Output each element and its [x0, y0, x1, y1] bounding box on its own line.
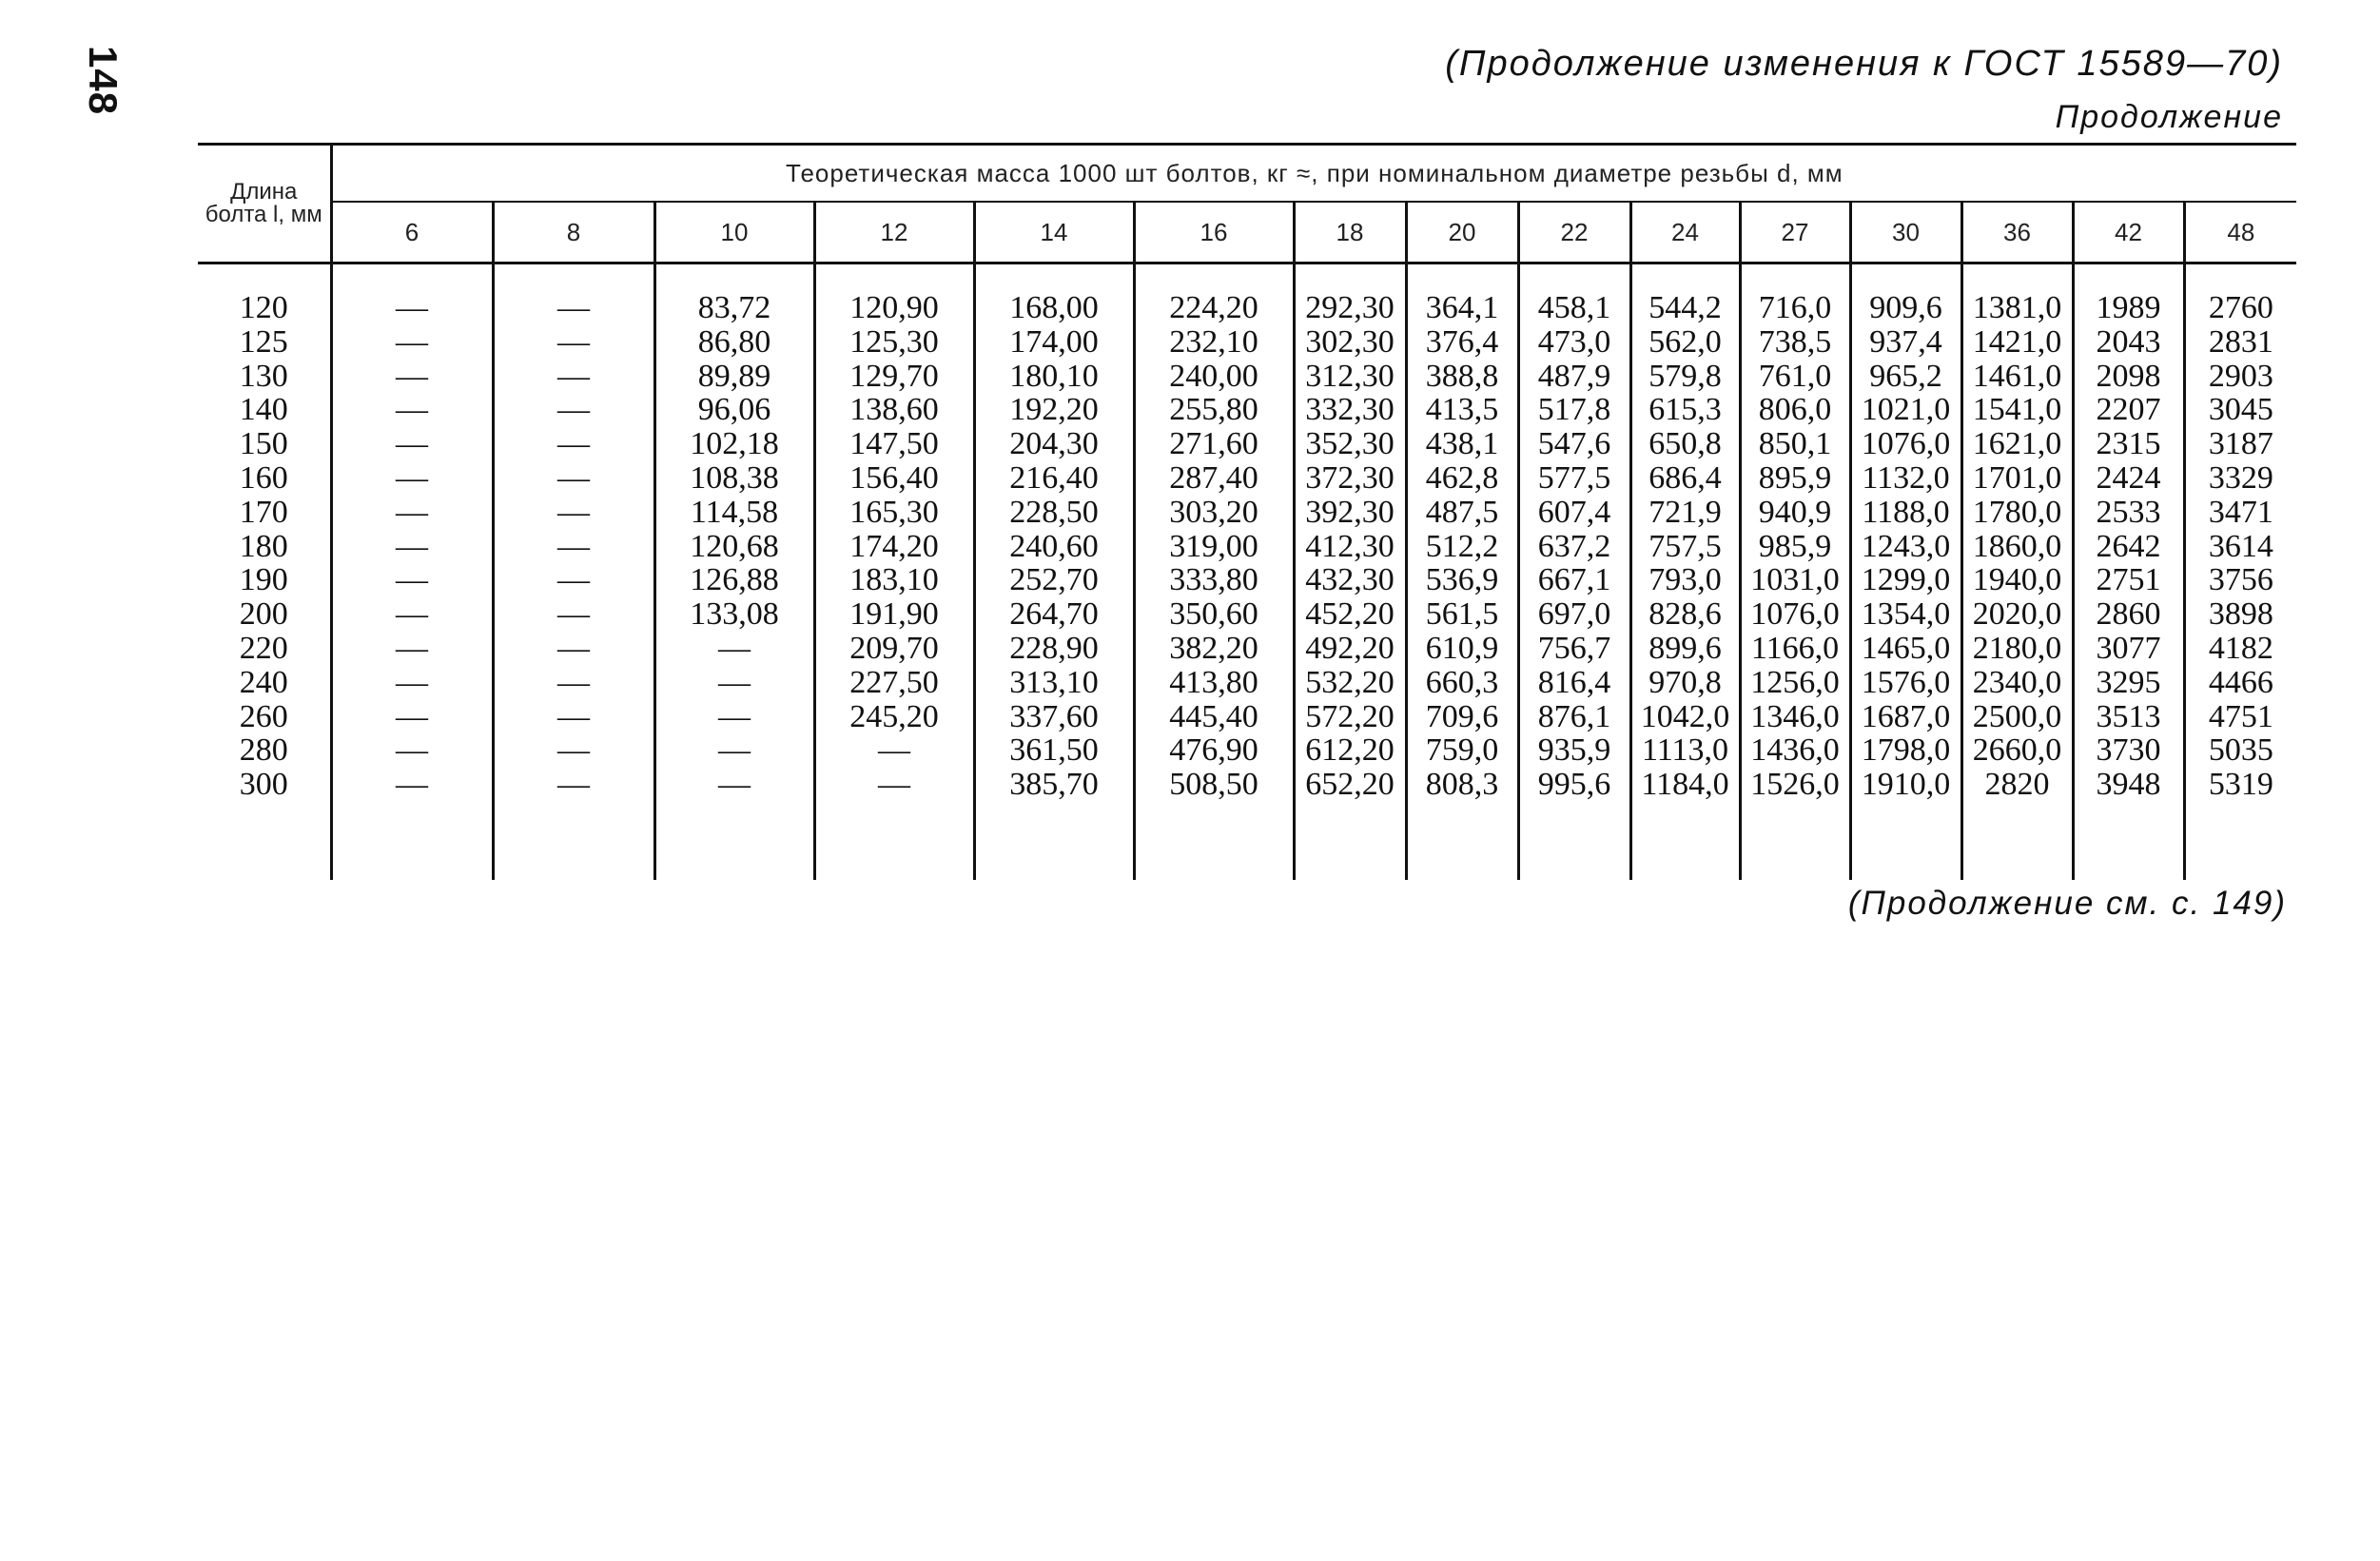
mass-cell: —	[396, 426, 428, 462]
mass-cell: 1860,0	[1972, 528, 2062, 564]
mass-cell: 2660,0	[1972, 732, 2062, 769]
mass-cell: 332,30	[1305, 392, 1395, 428]
diameter-header-30: 30	[1850, 202, 1961, 263]
mass-cell: 828,6	[1648, 596, 1722, 633]
length-cell: 240	[239, 664, 288, 700]
mass-cell: 264,70	[1009, 596, 1099, 633]
mass-column-d20	[1406, 263, 1518, 880]
mass-cell: 3187	[2208, 426, 2273, 462]
mass-cell: 2751	[2096, 562, 2161, 598]
mass-cell: 547,6	[1537, 426, 1611, 462]
mass-cell: —	[718, 630, 751, 666]
mass-cell: 652,20	[1305, 767, 1395, 803]
mass-cell: 756,7	[1537, 630, 1611, 666]
mass-cell: —	[557, 562, 590, 598]
mass-column-d24	[1630, 263, 1740, 880]
document-header-title: (Продолжение изменения к ГОСТ 15589—70)	[1445, 44, 2283, 84]
mass-cell: 517,8	[1537, 392, 1611, 428]
mass-cell: 716,0	[1758, 290, 1832, 325]
mass-cell: 667,1	[1537, 562, 1611, 598]
mass-cell: 204,30	[1009, 426, 1099, 462]
mass-cell: 476,90	[1169, 732, 1258, 769]
mass-cell: 3077	[2096, 630, 2161, 666]
mass-cell: —	[396, 459, 428, 496]
length-cell: 260	[239, 698, 288, 734]
mass-cell: 232,10	[1169, 323, 1258, 360]
mass-cell: 138,60	[849, 392, 939, 428]
mass-cell: 133,08	[690, 596, 779, 633]
mass-cell: —	[718, 698, 751, 734]
mass-cell: 1421,0	[1972, 323, 2062, 360]
mass-cell: —	[557, 528, 590, 564]
mass-cell: 1346,0	[1750, 698, 1840, 734]
mass-cell: 86,80	[697, 323, 771, 360]
mass-cell: 192,20	[1009, 392, 1099, 428]
mass-cell: 2760	[2208, 290, 2273, 325]
mass-cell: 876,1	[1537, 698, 1611, 734]
mass-cell: 5035	[2208, 732, 2273, 769]
mass-cell: —	[557, 732, 590, 769]
length-cell: 180	[239, 528, 288, 564]
mass-cell: 392,30	[1305, 494, 1395, 530]
mass-cell: 940,9	[1758, 494, 1832, 530]
mass-cell: 120,68	[690, 528, 779, 564]
diameter-header-14: 14	[974, 202, 1134, 263]
mass-cell: 126,88	[690, 562, 779, 598]
mass-cell: 108,38	[690, 459, 779, 496]
mass-cell: 302,30	[1305, 323, 1395, 360]
length-cell: 120	[239, 290, 288, 325]
mass-cell: 287,40	[1169, 459, 1258, 496]
mass-cell: 252,70	[1009, 562, 1099, 598]
mass-cell: 364,1	[1425, 290, 1499, 325]
mass-cell: —	[557, 767, 590, 803]
mass-cell: 637,2	[1537, 528, 1611, 564]
mass-cell: —	[396, 494, 428, 530]
mass-cell: 174,00	[1009, 323, 1099, 360]
mass-cell: 445,40	[1169, 698, 1258, 734]
mass-column-d36	[1961, 263, 2073, 880]
mass-cell: 376,4	[1425, 323, 1499, 360]
mass-cell: 5319	[2208, 767, 2273, 803]
mass-cell: —	[557, 358, 590, 394]
mass-cell: 114,58	[690, 494, 779, 530]
mass-cell: 1042,0	[1640, 698, 1730, 734]
mass-column-d14	[974, 263, 1134, 880]
mass-cell: 1184,0	[1641, 767, 1729, 803]
mass-cell: 3898	[2208, 596, 2273, 633]
mass-cell: 224,20	[1169, 290, 1258, 325]
length-cell: 130	[239, 358, 288, 394]
mass-cell: 899,6	[1648, 630, 1722, 666]
mass-column-d18	[1294, 263, 1406, 880]
mass-cell: 759,0	[1425, 732, 1499, 769]
mass-cell: 96,06	[697, 392, 771, 428]
mass-cell: 458,1	[1537, 290, 1611, 325]
mass-cell: 3948	[2096, 767, 2161, 803]
mass-cell: 168,00	[1009, 290, 1099, 325]
mass-cell: —	[557, 459, 590, 496]
mass-cell: —	[878, 732, 910, 769]
mass-cell: —	[557, 698, 590, 734]
mass-cell: 3730	[2096, 732, 2161, 769]
diameter-header-48: 48	[2184, 202, 2296, 263]
mass-cell: 174,20	[849, 528, 939, 564]
length-cell: 150	[239, 426, 288, 462]
mass-cell: 129,70	[849, 358, 939, 394]
mass-cell: 612,20	[1305, 732, 1395, 769]
mass-cell: 1526,0	[1750, 767, 1840, 803]
mass-cell: 303,20	[1169, 494, 1258, 530]
diameter-header-27: 27	[1740, 202, 1850, 263]
mass-cell: 2500,0	[1972, 698, 2062, 734]
mass-cell: 508,50	[1169, 767, 1258, 803]
mass-cell: 793,0	[1648, 562, 1722, 598]
mass-cell: 313,10	[1009, 664, 1099, 700]
mass-cell: 352,30	[1305, 426, 1395, 462]
mass-cell: 3756	[2208, 562, 2273, 598]
mass-cell: 492,20	[1305, 630, 1395, 666]
mass-cell: 532,20	[1305, 664, 1395, 700]
mass-cell: 2020,0	[1972, 596, 2062, 633]
mass-cell: 985,9	[1758, 528, 1832, 564]
mass-cell: 1989	[2096, 290, 2161, 325]
mass-cell: 607,4	[1537, 494, 1611, 530]
mass-cell: —	[396, 290, 428, 325]
mass-cell: 937,4	[1869, 323, 1942, 360]
length-cell: 140	[239, 392, 288, 428]
mass-cell: —	[396, 323, 428, 360]
mass-cell: 4466	[2208, 664, 2273, 700]
mass-cell: 2098	[2096, 358, 2161, 394]
mass-cell: 572,20	[1305, 698, 1395, 734]
mass-cell: 686,4	[1648, 459, 1722, 496]
mass-column-d30	[1850, 263, 1961, 880]
mass-cell: —	[557, 426, 590, 462]
mass-cell: 544,2	[1648, 290, 1722, 325]
mass-cell: 255,80	[1169, 392, 1258, 428]
mass-cell: 709,6	[1425, 698, 1499, 734]
mass-cell: —	[718, 732, 751, 769]
mass-cell: 1436,0	[1750, 732, 1840, 769]
mass-cell: 1381,0	[1972, 290, 2062, 325]
length-cell: 170	[239, 494, 288, 530]
mass-column-d12	[814, 263, 974, 880]
mass-cell: 228,50	[1009, 494, 1099, 530]
mass-cell: 850,1	[1758, 426, 1832, 462]
mass-cell: 1256,0	[1750, 664, 1840, 700]
mass-cell: 995,6	[1537, 767, 1611, 803]
mass-cell: 350,60	[1169, 596, 1258, 633]
mass-cell: 816,4	[1537, 664, 1611, 700]
bolt-mass-table-wrapper	[198, 143, 2283, 880]
mass-cell: —	[557, 290, 590, 325]
mass-cell: 292,30	[1305, 290, 1395, 325]
mass-cell: 452,20	[1305, 596, 1395, 633]
mass-cell: —	[718, 767, 751, 803]
mass-cell: 473,0	[1537, 323, 1611, 360]
mass-cell: 577,5	[1537, 459, 1611, 496]
mass-cell: 579,8	[1648, 358, 1722, 394]
mass-cell: 2533	[2096, 494, 2161, 530]
mass-cell: —	[396, 562, 428, 598]
diameter-header-16: 16	[1134, 202, 1294, 263]
mass-cell: 337,60	[1009, 698, 1099, 734]
mass-cell: 2340,0	[1972, 664, 2062, 700]
mass-cell: 487,5	[1425, 494, 1499, 530]
diameter-header-6: 6	[331, 202, 493, 263]
mass-cell: 125,30	[849, 323, 939, 360]
mass-cell: 2820	[1984, 767, 2050, 803]
mass-cell: 462,8	[1425, 459, 1499, 496]
mass-cell: —	[557, 323, 590, 360]
mass-cell: 191,90	[849, 596, 939, 633]
mass-cell: 1940,0	[1972, 562, 2062, 598]
mass-cell: 209,70	[849, 630, 939, 666]
diameter-header-12: 12	[814, 202, 974, 263]
mass-cell: 432,30	[1305, 562, 1395, 598]
diameter-header-22: 22	[1518, 202, 1630, 263]
mass-column-d42	[2073, 263, 2184, 880]
mass-cell: 1299,0	[1861, 562, 1951, 598]
header-row-main	[198, 145, 2296, 203]
mass-cell: —	[396, 732, 428, 769]
length-cell: 190	[239, 562, 288, 598]
mass-cell: 271,60	[1169, 426, 1258, 462]
mass-cell: 909,6	[1869, 290, 1942, 325]
mass-cell: 660,3	[1425, 664, 1499, 700]
mass-cell: 1076,0	[1861, 426, 1951, 462]
mass-cell: 1798,0	[1861, 732, 1951, 769]
mass-cell: 561,5	[1425, 596, 1499, 633]
mass-cell: 372,30	[1305, 459, 1395, 496]
mass-group-header: Теоретическая масса 1000 шт болтов, кг ≈, при номинальном диаметре резьбы d, мм	[331, 145, 2296, 203]
mass-cell: 3045	[2208, 392, 2273, 428]
mass-cell: 438,1	[1425, 426, 1499, 462]
mass-cell: —	[878, 767, 910, 803]
mass-cell: —	[396, 358, 428, 394]
diameter-header-10: 10	[654, 202, 814, 263]
mass-cell: 1541,0	[1972, 392, 2062, 428]
mass-cell: 165,30	[849, 494, 939, 530]
mass-cell: 1687,0	[1861, 698, 1951, 734]
mass-cell: 738,5	[1758, 323, 1832, 360]
mass-cell: —	[396, 664, 428, 700]
mass-cell: 3329	[2208, 459, 2273, 496]
mass-cell: 895,9	[1758, 459, 1832, 496]
diameter-header-8: 8	[493, 202, 654, 263]
mass-cell: 757,5	[1648, 528, 1722, 564]
mass-cell: 382,20	[1169, 630, 1258, 666]
mass-cell: 2831	[2208, 323, 2273, 360]
mass-cell: 3513	[2096, 698, 2161, 734]
mass-cell: 216,40	[1009, 459, 1099, 496]
mass-cell: 102,18	[690, 426, 779, 462]
mass-cell: 1076,0	[1750, 596, 1840, 633]
mass-cell: 1354,0	[1861, 596, 1951, 633]
mass-cell: 808,3	[1425, 767, 1499, 803]
mass-cell: —	[557, 392, 590, 428]
mass-cell: —	[396, 630, 428, 666]
mass-cell: 2860	[2096, 596, 2161, 633]
mass-cell: 721,9	[1648, 494, 1722, 530]
mass-cell: 965,2	[1869, 358, 1942, 394]
mass-cell: 89,89	[697, 358, 771, 394]
mass-cell: 2315	[2096, 426, 2161, 462]
mass-cell: 361,50	[1009, 732, 1099, 769]
table-body-row	[198, 263, 2296, 880]
mass-cell: 228,90	[1009, 630, 1099, 666]
mass-cell: 1621,0	[1972, 426, 2062, 462]
mass-cell: —	[396, 596, 428, 633]
mass-cell: 4182	[2208, 630, 2273, 666]
mass-cell: 697,0	[1537, 596, 1611, 633]
mass-cell: 412,30	[1305, 528, 1395, 564]
mass-cell: —	[396, 392, 428, 428]
mass-cell: 83,72	[697, 290, 771, 325]
mass-cell: 512,2	[1425, 528, 1499, 564]
mass-cell: 3471	[2208, 494, 2273, 530]
mass-cell: 562,0	[1648, 323, 1722, 360]
mass-cell: —	[557, 664, 590, 700]
mass-cell: 935,9	[1537, 732, 1611, 769]
mass-cell: —	[396, 528, 428, 564]
mass-cell: 2642	[2096, 528, 2161, 564]
mass-cell: —	[718, 664, 751, 700]
mass-cell: 3295	[2096, 664, 2161, 700]
page-number: 148	[81, 46, 126, 116]
diameter-header-36: 36	[1961, 202, 2073, 263]
mass-cell: 319,00	[1169, 528, 1258, 564]
mass-cell: 1188,0	[1862, 494, 1950, 530]
mass-cell: 227,50	[849, 664, 939, 700]
diameter-header-row	[198, 202, 2296, 263]
length-cell: 220	[239, 630, 288, 666]
mass-cell: —	[396, 698, 428, 734]
mass-cell: 3614	[2208, 528, 2273, 564]
mass-cell: 650,8	[1648, 426, 1722, 462]
mass-cell: 385,70	[1009, 767, 1099, 803]
mass-cell: 120,90	[849, 290, 939, 325]
mass-cell: 388,8	[1425, 358, 1499, 394]
bolt-mass-table	[198, 143, 2296, 880]
mass-cell: 2043	[2096, 323, 2161, 360]
mass-cell: 487,9	[1537, 358, 1611, 394]
mass-cell: 180,10	[1009, 358, 1099, 394]
mass-cell: 1465,0	[1861, 630, 1951, 666]
mass-cell: 240,60	[1009, 528, 1099, 564]
mass-cell: 536,9	[1425, 562, 1499, 598]
mass-cell: 1461,0	[1972, 358, 2062, 394]
mass-cell: 1132,0	[1862, 459, 1950, 496]
mass-cell: 4751	[2208, 698, 2273, 734]
mass-column-d10	[654, 263, 814, 880]
mass-cell: —	[557, 596, 590, 633]
mass-cell: 1780,0	[1972, 494, 2062, 530]
mass-cell: 156,40	[849, 459, 939, 496]
diameter-header-20: 20	[1406, 202, 1518, 263]
mass-cell: 1166,0	[1750, 630, 1840, 666]
length-column	[198, 263, 331, 880]
mass-cell: 2207	[2096, 392, 2161, 428]
mass-cell: —	[396, 767, 428, 803]
mass-cell: 413,80	[1169, 664, 1258, 700]
length-cell: 200	[239, 596, 288, 633]
length-cell: 300	[239, 767, 288, 803]
mass-cell: 1243,0	[1861, 528, 1951, 564]
mass-cell: 2424	[2096, 459, 2161, 496]
length-cell: 125	[239, 323, 288, 360]
length-column-header: Длина болта l, мм	[198, 145, 331, 263]
continuation-label: Продолжение	[2055, 99, 2283, 135]
mass-cell: 333,80	[1169, 562, 1258, 598]
diameter-header-42: 42	[2073, 202, 2184, 263]
mass-cell: 761,0	[1758, 358, 1832, 394]
mass-column-d22	[1518, 263, 1630, 880]
continuation-footer-note: (Продолжение см. с. 149)	[1847, 885, 2287, 922]
mass-cell: 2180,0	[1972, 630, 2062, 666]
mass-cell: 240,00	[1169, 358, 1258, 394]
length-cell: 280	[239, 732, 288, 769]
mass-column-d27	[1740, 263, 1850, 880]
mass-cell: 615,3	[1648, 392, 1722, 428]
mass-cell: 806,0	[1758, 392, 1832, 428]
length-cell: 160	[239, 459, 288, 496]
diameter-header-24: 24	[1630, 202, 1740, 263]
diameter-header-18: 18	[1294, 202, 1406, 263]
mass-cell: 2903	[2208, 358, 2273, 394]
mass-cell: 312,30	[1305, 358, 1395, 394]
mass-column-d8	[493, 263, 654, 880]
mass-cell: 147,50	[849, 426, 939, 462]
mass-cell: 183,10	[849, 562, 939, 598]
mass-column-d16	[1134, 263, 1294, 880]
mass-cell: 1910,0	[1861, 767, 1951, 803]
mass-cell: 1113,0	[1642, 732, 1728, 769]
mass-cell: 970,8	[1648, 664, 1722, 700]
mass-cell: 1576,0	[1861, 664, 1951, 700]
mass-cell: 1701,0	[1972, 459, 2062, 496]
mass-cell: 245,20	[849, 698, 939, 734]
mass-column-d6	[331, 263, 493, 880]
mass-cell: 1021,0	[1861, 392, 1951, 428]
mass-column-d48	[2184, 263, 2296, 880]
mass-cell: —	[557, 494, 590, 530]
mass-cell: 413,5	[1425, 392, 1499, 428]
mass-cell: —	[557, 630, 590, 666]
mass-cell: 1031,0	[1750, 562, 1840, 598]
mass-cell: 610,9	[1425, 630, 1499, 666]
